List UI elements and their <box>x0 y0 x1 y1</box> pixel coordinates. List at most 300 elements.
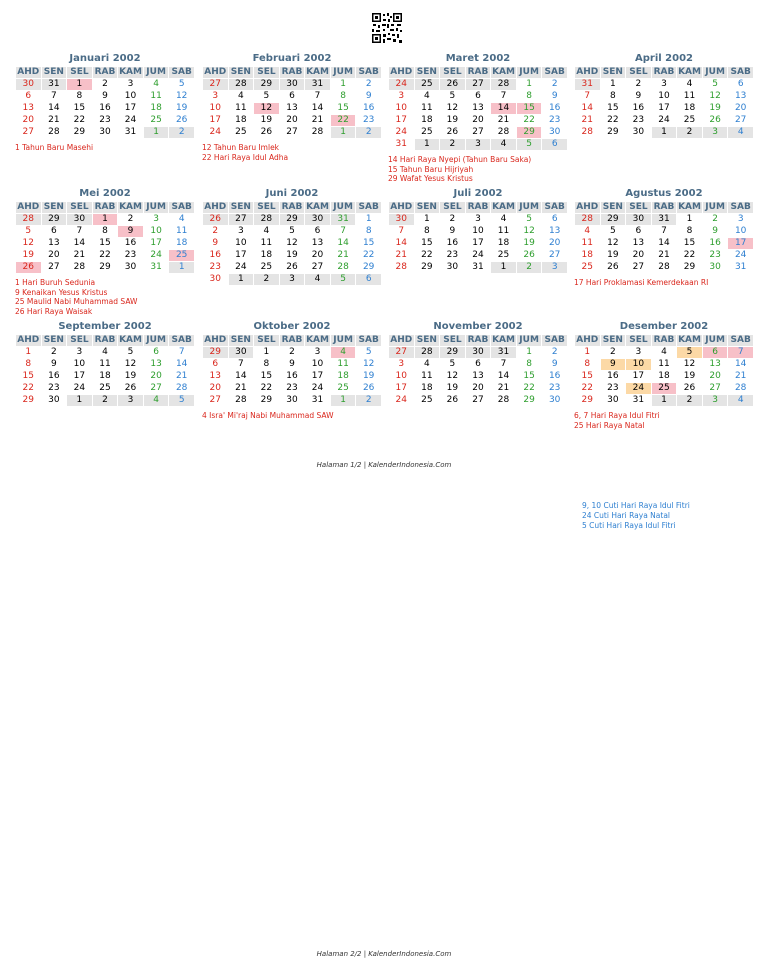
day-cell: 15 <box>516 371 542 383</box>
weekday-header: SEN <box>600 335 626 347</box>
day-cell: 26 <box>440 127 466 139</box>
day-cell: 29 <box>92 262 118 274</box>
weekday-header: RAB <box>651 67 677 79</box>
month-grid <box>388 334 568 407</box>
week-row <box>575 371 754 383</box>
weekday-header: JUM <box>702 335 728 347</box>
day-cell: 3 <box>542 262 568 274</box>
weekday-header: RAB <box>92 67 118 79</box>
day-cell: 26 <box>203 214 229 226</box>
weekday-header: AHD <box>17 67 40 77</box>
day-cell: 8 <box>516 91 542 103</box>
day-cell: 24 <box>728 250 754 262</box>
day-cell: 6 <box>356 274 382 286</box>
week-row <box>389 103 568 115</box>
week-row <box>203 238 382 250</box>
holiday-notes <box>15 139 195 153</box>
weekday-header: SEL <box>67 202 93 214</box>
day-cell: 7 <box>575 91 601 103</box>
day-cell: 20 <box>465 115 491 127</box>
day-cell: 13 <box>16 103 42 115</box>
day-cell: 29 <box>67 127 93 139</box>
weekday-header: SEL <box>67 67 93 79</box>
day-cell: 7 <box>67 226 93 238</box>
day-cell: 28 <box>491 127 517 139</box>
day-cell: 30 <box>440 262 466 274</box>
weekday-header: KAM <box>119 67 142 77</box>
holiday-day-cell: 26 <box>16 262 42 274</box>
day-cell: 26 <box>600 262 626 274</box>
month-grid <box>574 66 754 139</box>
day-cell: 31 <box>118 127 144 139</box>
weekday-header: JUM <box>330 335 356 347</box>
day-cell: 22 <box>516 115 542 127</box>
day-cell: 28 <box>651 262 677 274</box>
week-row <box>16 347 195 359</box>
day-cell: 24 <box>203 127 229 139</box>
month-block <box>388 52 568 184</box>
week-row <box>389 359 568 371</box>
day-cell: 25 <box>228 127 254 139</box>
leave-day-cell: 5 <box>677 347 703 359</box>
day-cell: 9 <box>41 359 67 371</box>
day-cell: 7 <box>491 91 517 103</box>
weekday-header: JUM <box>143 202 169 214</box>
day-cell: 6 <box>143 347 169 359</box>
month-block <box>202 320 382 421</box>
day-cell: 8 <box>92 226 118 238</box>
day-cell: 12 <box>356 359 382 371</box>
day-cell: 31 <box>305 395 331 407</box>
weekday-header: KAM <box>306 335 329 345</box>
weekday-header: JUM <box>702 67 728 79</box>
day-cell: 24 <box>118 115 144 127</box>
leave-day-cell: 10 <box>626 359 652 371</box>
day-cell: 16 <box>440 238 466 250</box>
day-cell: 22 <box>254 383 280 395</box>
week-row <box>16 214 195 226</box>
day-cell: 28 <box>228 395 254 407</box>
day-cell: 10 <box>728 226 754 238</box>
day-cell: 17 <box>228 250 254 262</box>
holiday-note: 26 Hari Raya Waisak <box>15 306 93 316</box>
day-cell: 7 <box>305 91 331 103</box>
day-cell: 4 <box>414 91 440 103</box>
day-cell: 4 <box>143 79 169 91</box>
day-cell: 21 <box>169 371 195 383</box>
day-cell: 19 <box>516 238 542 250</box>
leave-day-cell: 24 <box>626 383 652 395</box>
day-cell: 22 <box>356 250 382 262</box>
day-cell: 6 <box>465 359 491 371</box>
day-cell: 21 <box>228 383 254 395</box>
day-cell: 9 <box>626 91 652 103</box>
day-cell: 1 <box>651 127 677 139</box>
month-block <box>574 52 754 139</box>
day-cell: 14 <box>41 103 67 115</box>
day-cell: 30 <box>542 127 568 139</box>
day-cell: 7 <box>389 226 415 238</box>
day-cell: 2 <box>41 347 67 359</box>
day-cell: 19 <box>169 103 195 115</box>
weekday-header: JUM <box>702 202 728 214</box>
day-cell: 14 <box>389 238 415 250</box>
day-cell: 2 <box>677 127 703 139</box>
week-row <box>203 347 382 359</box>
month-grid <box>15 334 195 407</box>
day-cell: 3 <box>728 214 754 226</box>
week-row <box>575 262 754 274</box>
day-cell: 14 <box>330 238 356 250</box>
day-cell: 12 <box>600 238 626 250</box>
day-cell: 23 <box>440 250 466 262</box>
weekday-header: AHD <box>17 202 40 212</box>
day-cell: 11 <box>491 226 517 238</box>
day-cell: 9 <box>702 226 728 238</box>
weekday-header: SAB <box>728 67 754 79</box>
day-cell: 15 <box>67 103 93 115</box>
day-cell: 8 <box>600 91 626 103</box>
weekday-header: SAB <box>356 335 382 347</box>
weekday-header: AHD <box>204 335 227 345</box>
weekday-header: SEN <box>41 67 67 79</box>
day-cell: 14 <box>67 238 93 250</box>
day-cell: 14 <box>491 371 517 383</box>
weekday-header: KAM <box>678 67 701 77</box>
day-cell: 18 <box>169 238 195 250</box>
day-cell: 1 <box>575 347 601 359</box>
holiday-day-cell: 15 <box>516 103 542 115</box>
holiday-day-cell: 12 <box>254 103 280 115</box>
day-cell: 23 <box>118 250 144 262</box>
day-cell: 31 <box>728 262 754 274</box>
weekday-header: AHD <box>204 202 227 212</box>
day-cell: 10 <box>651 91 677 103</box>
day-cell: 29 <box>600 127 626 139</box>
day-cell: 6 <box>728 79 754 91</box>
day-cell: 22 <box>16 383 42 395</box>
week-row <box>389 262 568 274</box>
day-cell: 31 <box>626 395 652 407</box>
day-cell: 31 <box>575 79 601 91</box>
day-cell: 10 <box>465 226 491 238</box>
day-cell: 24 <box>389 79 415 91</box>
week-row <box>575 226 754 238</box>
weekday-header: RAB <box>651 202 677 214</box>
day-cell: 14 <box>169 359 195 371</box>
weekday-header: AHD <box>390 335 413 345</box>
day-cell: 21 <box>575 115 601 127</box>
day-cell: 25 <box>92 383 118 395</box>
weekday-header: SEL <box>254 202 280 214</box>
week-row <box>575 347 754 359</box>
day-cell: 25 <box>414 79 440 91</box>
weekday-header: KAM <box>678 202 701 212</box>
week-row <box>203 226 382 238</box>
month-title: Desember 2002 <box>619 321 709 332</box>
day-cell: 10 <box>389 103 415 115</box>
day-cell: 28 <box>728 383 754 395</box>
weekday-header: RAB <box>92 202 118 214</box>
day-cell: 13 <box>626 238 652 250</box>
week-row <box>575 359 754 371</box>
day-cell: 16 <box>118 238 144 250</box>
weekday-header: JUM <box>143 67 169 79</box>
day-cell: 10 <box>228 238 254 250</box>
day-cell: 9 <box>356 91 382 103</box>
day-cell: 21 <box>41 115 67 127</box>
day-cell: 13 <box>305 238 331 250</box>
day-cell: 1 <box>651 395 677 407</box>
day-cell: 8 <box>516 359 542 371</box>
day-cell: 23 <box>279 383 305 395</box>
day-cell: 23 <box>203 262 229 274</box>
day-cell: 20 <box>542 238 568 250</box>
day-cell: 2 <box>169 127 195 139</box>
weekday-header: JUM <box>516 202 542 214</box>
day-cell: 20 <box>305 250 331 262</box>
day-cell: 15 <box>16 371 42 383</box>
day-cell: 19 <box>279 250 305 262</box>
day-cell: 3 <box>626 347 652 359</box>
month-block <box>388 187 568 274</box>
day-cell: 13 <box>41 238 67 250</box>
day-cell: 20 <box>626 250 652 262</box>
day-cell: 18 <box>575 250 601 262</box>
day-cell: 18 <box>677 103 703 115</box>
holiday-day-cell: 1 <box>92 214 118 226</box>
day-cell: 20 <box>203 383 229 395</box>
week-row <box>389 214 568 226</box>
week-row <box>203 395 382 407</box>
day-cell: 22 <box>414 250 440 262</box>
day-cell: 18 <box>651 371 677 383</box>
day-cell: 11 <box>228 103 254 115</box>
day-cell: 11 <box>651 359 677 371</box>
day-cell: 27 <box>626 262 652 274</box>
month-grid <box>574 201 754 274</box>
weekday-header: SEN <box>228 202 254 214</box>
week-row <box>389 79 568 91</box>
day-cell: 15 <box>677 238 703 250</box>
day-cell: 6 <box>542 139 568 151</box>
day-cell: 14 <box>228 371 254 383</box>
day-cell: 6 <box>203 359 229 371</box>
day-cell: 9 <box>440 226 466 238</box>
week-row <box>16 395 195 407</box>
month-title: Juni 2002 <box>265 188 319 199</box>
month-title: Agustus 2002 <box>625 188 703 199</box>
day-cell: 16 <box>92 103 118 115</box>
day-cell: 8 <box>67 91 93 103</box>
day-cell: 5 <box>254 91 280 103</box>
day-cell: 25 <box>414 395 440 407</box>
holiday-note: 25 Maulid Nabi Muhammad SAW <box>15 297 138 306</box>
day-cell: 28 <box>305 127 331 139</box>
day-cell: 1 <box>516 347 542 359</box>
day-cell: 5 <box>440 91 466 103</box>
day-cell: 31 <box>651 214 677 226</box>
day-cell: 17 <box>389 383 415 395</box>
day-cell: 30 <box>305 214 331 226</box>
day-cell: 17 <box>143 238 169 250</box>
weekday-header: AHD <box>576 335 599 345</box>
day-cell: 4 <box>728 127 754 139</box>
day-cell: 26 <box>440 79 466 91</box>
day-cell: 30 <box>389 214 415 226</box>
weekday-header-row <box>575 202 754 214</box>
day-cell: 18 <box>143 103 169 115</box>
week-row <box>575 115 754 127</box>
day-cell: 29 <box>356 262 382 274</box>
day-cell: 5 <box>440 359 466 371</box>
month-grid <box>574 334 754 407</box>
day-cell: 19 <box>600 250 626 262</box>
day-cell: 4 <box>728 395 754 407</box>
month-title: Oktober 2002 <box>253 321 331 332</box>
day-cell: 31 <box>491 347 517 359</box>
day-cell: 30 <box>279 395 305 407</box>
weekday-header: JUM <box>330 202 356 214</box>
weekday-header: SEL <box>626 202 652 214</box>
day-cell: 19 <box>440 115 466 127</box>
weekday-header: RAB <box>279 67 305 79</box>
week-row <box>389 395 568 407</box>
holiday-note: 1 Hari Buruh Sedunia <box>15 278 96 287</box>
weekday-header-row <box>16 202 195 214</box>
week-row <box>389 250 568 262</box>
day-cell: 8 <box>330 91 356 103</box>
weekday-header: SEN <box>600 202 626 214</box>
day-cell: 9 <box>279 359 305 371</box>
holiday-day-cell: 29 <box>516 127 542 139</box>
day-cell: 28 <box>16 214 42 226</box>
day-cell: 26 <box>440 395 466 407</box>
day-cell: 24 <box>651 115 677 127</box>
day-cell: 15 <box>414 238 440 250</box>
holiday-note: 17 Hari Proklamasi Kemerdekaan RI <box>574 278 709 287</box>
day-cell: 20 <box>728 103 754 115</box>
day-cell: 3 <box>702 127 728 139</box>
week-row <box>16 226 195 238</box>
day-cell: 3 <box>465 139 491 151</box>
day-cell: 1 <box>16 347 42 359</box>
week-row <box>16 91 195 103</box>
day-cell: 31 <box>305 79 331 91</box>
day-cell: 21 <box>389 250 415 262</box>
day-cell: 18 <box>414 115 440 127</box>
holiday-note: 4 Isra' Mi'raj Nabi Muhammad SAW <box>202 411 334 420</box>
day-cell: 23 <box>702 250 728 262</box>
day-cell: 1 <box>330 79 356 91</box>
day-cell: 3 <box>67 347 93 359</box>
month-title: April 2002 <box>635 53 693 64</box>
day-cell: 12 <box>16 238 42 250</box>
weekday-header: SEL <box>626 335 652 347</box>
day-cell: 2 <box>677 395 703 407</box>
day-cell: 26 <box>677 383 703 395</box>
week-row <box>389 115 568 127</box>
day-cell: 2 <box>92 79 118 91</box>
day-cell: 18 <box>92 371 118 383</box>
day-cell: 15 <box>92 238 118 250</box>
weekday-header: RAB <box>92 335 118 347</box>
week-row <box>389 91 568 103</box>
week-row <box>389 226 568 238</box>
day-cell: 6 <box>41 226 67 238</box>
day-cell: 28 <box>389 262 415 274</box>
weekday-header: SEN <box>41 202 67 214</box>
day-cell: 24 <box>305 383 331 395</box>
weekday-header: KAM <box>492 202 515 212</box>
weekday-header: RAB <box>651 335 677 347</box>
day-cell: 8 <box>16 359 42 371</box>
weekday-header: AHD <box>390 202 413 212</box>
day-cell: 1 <box>414 214 440 226</box>
day-cell: 18 <box>414 383 440 395</box>
day-cell: 30 <box>67 214 93 226</box>
weekday-header-row <box>203 67 382 79</box>
day-cell: 1 <box>677 214 703 226</box>
day-cell: 29 <box>254 395 280 407</box>
holiday-day-cell: 1 <box>67 79 93 91</box>
month-block <box>574 187 754 288</box>
day-cell: 16 <box>626 103 652 115</box>
week-row <box>389 347 568 359</box>
day-cell: 5 <box>118 347 144 359</box>
day-cell: 3 <box>203 91 229 103</box>
weekday-header: KAM <box>306 202 329 212</box>
week-row <box>203 371 382 383</box>
day-cell: 20 <box>465 383 491 395</box>
weekday-header: JUM <box>330 67 356 79</box>
weekday-header: SEN <box>600 67 626 79</box>
week-row <box>575 383 754 395</box>
day-cell: 14 <box>305 103 331 115</box>
day-cell: 3 <box>465 214 491 226</box>
day-cell: 29 <box>279 214 305 226</box>
day-cell: 12 <box>279 238 305 250</box>
day-cell: 27 <box>305 262 331 274</box>
day-cell: 16 <box>542 103 568 115</box>
cuti-notes <box>582 501 690 531</box>
day-cell: 31 <box>143 262 169 274</box>
weekday-header: SEL <box>440 202 466 214</box>
cuti-note: 9, 10 Cuti Hari Raya Idul Fitri <box>582 501 690 510</box>
day-cell: 27 <box>465 127 491 139</box>
month-grid <box>202 201 382 286</box>
holiday-note: 22 Hari Raya Idul Adha <box>202 152 289 162</box>
week-row <box>16 127 195 139</box>
day-cell: 29 <box>41 214 67 226</box>
week-row <box>575 238 754 250</box>
weekday-header: SAB <box>728 335 754 347</box>
week-row <box>203 359 382 371</box>
week-row <box>16 359 195 371</box>
week-row <box>575 79 754 91</box>
day-cell: 30 <box>626 214 652 226</box>
day-cell: 12 <box>516 226 542 238</box>
day-cell: 16 <box>279 371 305 383</box>
weekday-header: SAB <box>542 335 568 347</box>
day-cell: 8 <box>677 226 703 238</box>
day-cell: 16 <box>702 238 728 250</box>
day-cell: 30 <box>203 274 229 286</box>
day-cell: 18 <box>254 250 280 262</box>
weekday-header: AHD <box>576 67 599 77</box>
day-cell: 26 <box>118 383 144 395</box>
day-cell: 1 <box>491 262 517 274</box>
